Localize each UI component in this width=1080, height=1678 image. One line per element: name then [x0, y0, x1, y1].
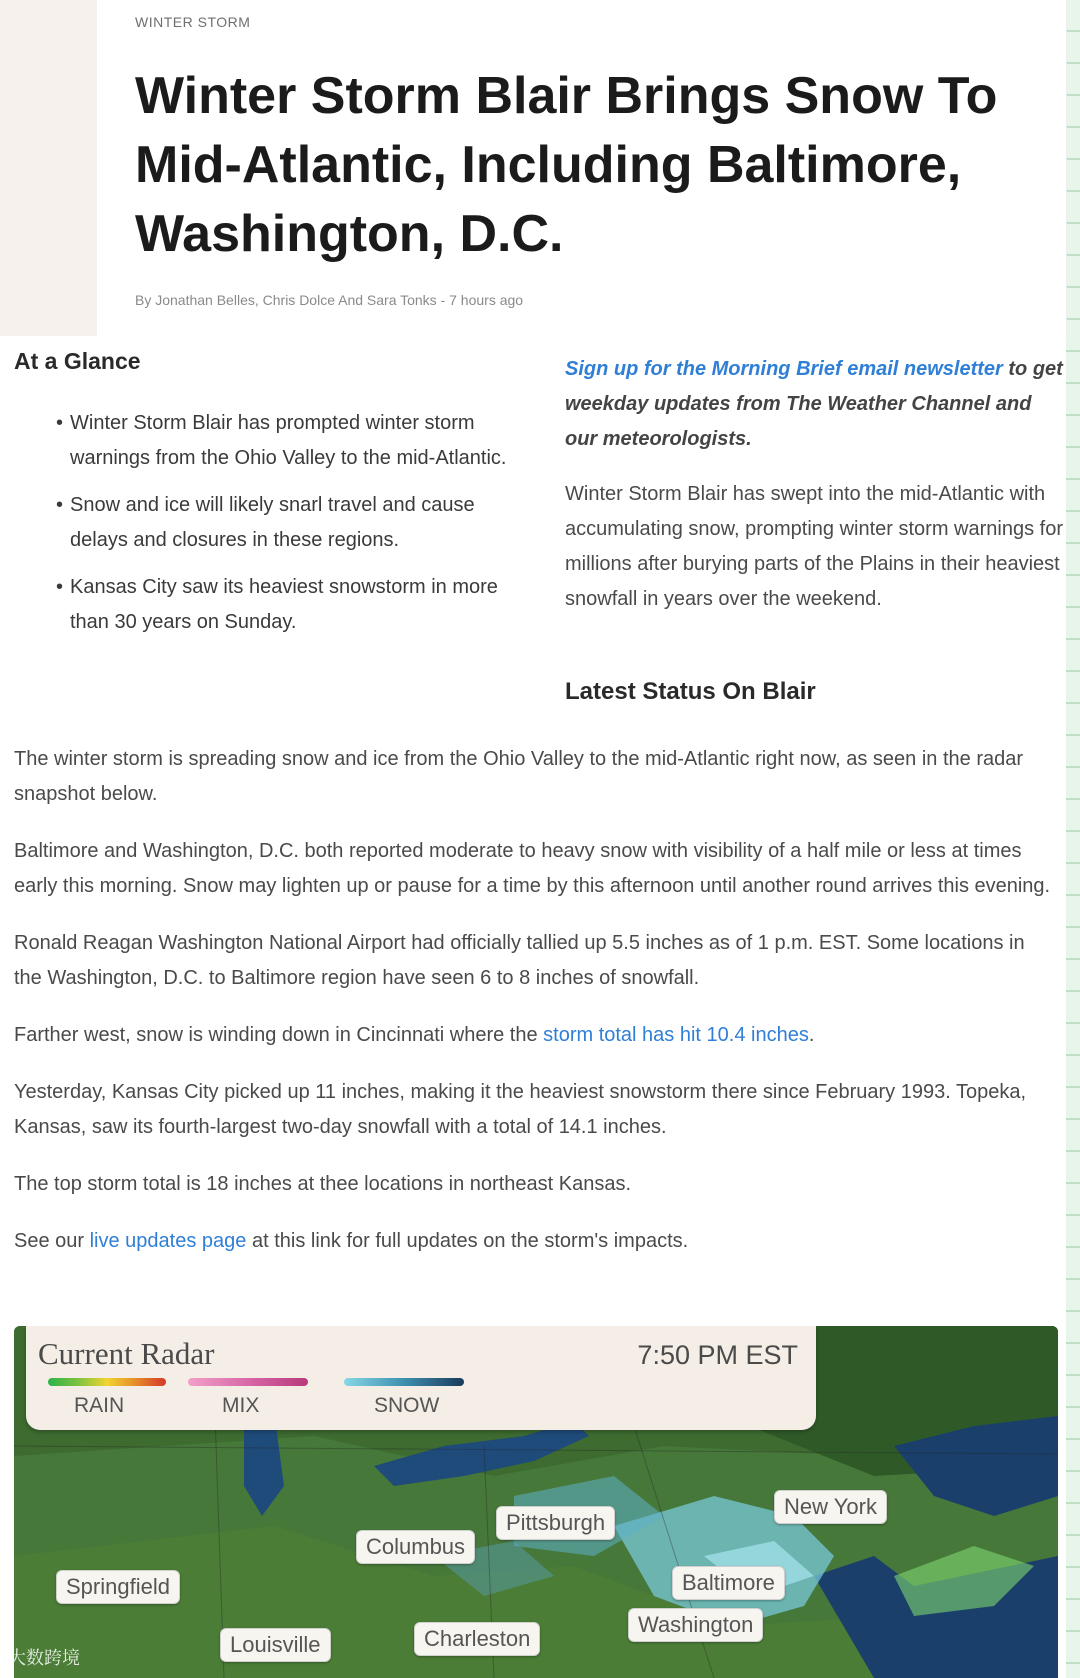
snow-legend-bar	[344, 1378, 464, 1386]
newsletter-promo	[565, 352, 1065, 457]
body-text-span: .	[808, 1024, 815, 1046]
newsletter-promo-text: to get weekday updates from The Weather Channel and our meteorologists.	[565, 358, 1063, 450]
article-headline: Winter Storm Blair Brings Snow To Mid-Atlantic, Including Baltimore, Washington, D.C.	[135, 67, 998, 263]
city-label-new-york: New York	[774, 1490, 887, 1524]
latest-status-heading: Latest Status On Blair	[565, 678, 816, 705]
snow-legend-label: SNOW	[374, 1394, 440, 1417]
city-label-baltimore: Baltimore	[672, 1566, 785, 1600]
body-paragraph: Ronald Reagan Washington National Airport had officially tallied up 5.5 inches as of 1 p.m. EST. Some locations in the Washington, D.C. to Baltimore region have seen 6 to 8 inches of snowfall.	[14, 932, 1025, 989]
newsletter-signup-link[interactable]: Sign up for the Morning Brief email newsletter	[565, 358, 1003, 380]
city-label-charleston: Charleston	[414, 1622, 540, 1656]
body-paragraph: The winter storm is spreading snow and ice from the Ohio Valley to the mid-Atlantic right now, as seen in the radar snapshot below.	[14, 748, 1024, 805]
article-byline: By Jonathan Belles, Chris Dolce And Sara Tonks - 7 hours ago	[135, 292, 524, 308]
city-label-springfield: Springfield	[56, 1570, 180, 1604]
right-page-strip	[1066, 0, 1080, 1678]
city-label-washington: Washington	[628, 1608, 763, 1642]
body-text-span: See our	[14, 1230, 90, 1252]
article-header	[97, 0, 1067, 336]
body-text-span: Farther west, snow is winding down in Cincinnati where the	[14, 1024, 544, 1046]
article-intro: Winter Storm Blair has swept into the mid-Atlantic with accumulating snow, prompting winter storm warnings for millions after burying parts of the Plains in their heaviest snowfall in years over the weekend.	[565, 483, 1063, 610]
watermark-logo: 大数跨境	[8, 1648, 80, 1668]
radar-timestamp: 7:50 PM EST	[637, 1340, 798, 1370]
at-a-glance-title: At a Glance	[14, 348, 141, 374]
body-text-span: at this link for full updates on the storm's impacts.	[246, 1230, 689, 1252]
storm-total-link[interactable]: storm total has hit 10.4 inches	[543, 1024, 809, 1046]
at-a-glance-list	[56, 406, 526, 652]
body-paragraph	[14, 1018, 1054, 1053]
glance-item: • Kansas City saw its heaviest snowstorm in more than 30 years on Sunday.	[56, 570, 526, 640]
left-page-strip	[0, 0, 97, 336]
live-updates-link[interactable]: live updates page	[89, 1230, 247, 1252]
rain-legend-label: RAIN	[74, 1394, 125, 1417]
glance-item: • Snow and ice will likely snarl travel and cause delays and closures in these regions.	[56, 488, 526, 558]
city-label-pittsburgh: Pittsburgh	[496, 1506, 615, 1540]
rain-legend-bar	[48, 1378, 166, 1386]
body-paragraph	[14, 1224, 1054, 1259]
radar-legend-panel	[26, 1326, 816, 1430]
radar-title: Current Radar	[38, 1336, 215, 1371]
category-label[interactable]: WINTER STORM	[135, 14, 251, 30]
radar-map[interactable]	[14, 1326, 1058, 1678]
mix-legend-label: MIX	[222, 1394, 260, 1417]
body-paragraph: Yesterday, Kansas City picked up 11 inches, making it the heaviest snowstorm there since February 1993. Topeka, Kansas, saw its fourth-largest two-day snowfall with a total of 14.1 inches.	[14, 1081, 1027, 1138]
glance-item: • Winter Storm Blair has prompted winter storm warnings from the Ohio Valley to the mid-Atlantic.	[56, 406, 526, 476]
body-paragraph: Baltimore and Washington, D.C. both reported moderate to heavy snow with visibility of a half mile or less at times early this morning. Snow may lighten up or pause for a time by this afternoon until another round arrives this evening.	[14, 840, 1051, 897]
article-body	[14, 742, 1054, 1281]
mix-legend-bar	[188, 1378, 308, 1386]
city-label-columbus: Columbus	[356, 1530, 475, 1564]
city-label-louisville: Louisville	[220, 1628, 331, 1662]
body-paragraph: The top storm total is 18 inches at thee locations in northeast Kansas.	[14, 1173, 632, 1195]
